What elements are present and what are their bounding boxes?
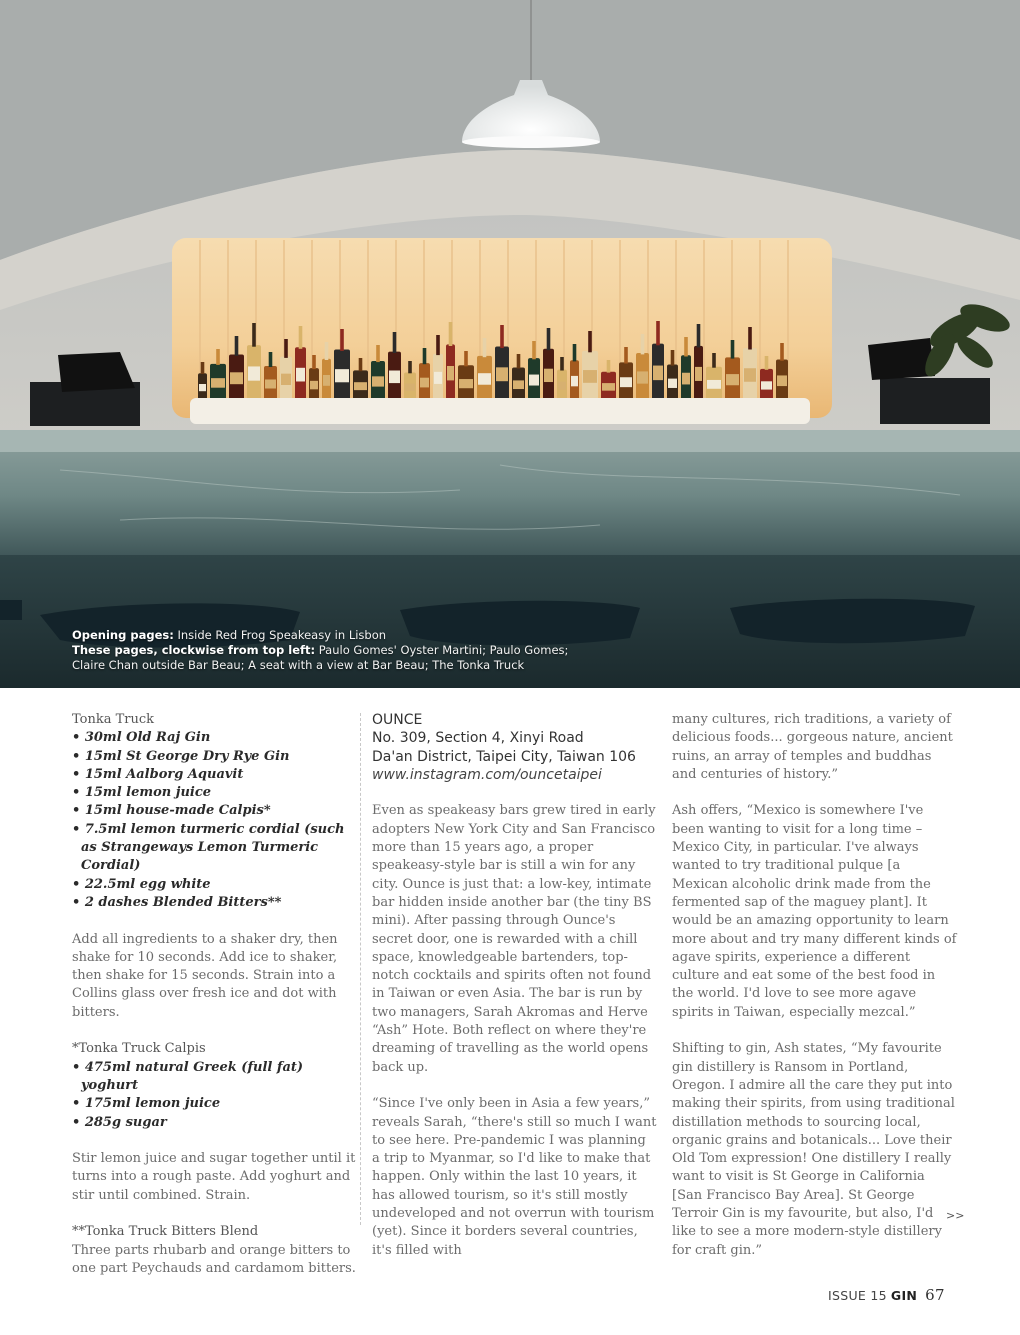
calpis-title: *Tonka Truck Calpis	[72, 1041, 206, 1057]
recipe-ingredient-list	[72, 729, 357, 912]
recipe-column	[72, 711, 357, 1278]
article-paragraph: Ash offers, “Mexico is somewhere I've been wanting to visit for a long time – Mexico City, in particular. I've always wanted to try traditional pulque [a Mexican alcoholic drink made from the fermented sap of the maguey plant]. It would be an amazing opportunity to learn more about and try many different kinds of agave spirits, experience a different culture and eat some of the best food in the world. I'd love to see more agave spirits in Taiwan, especially mezcal.”	[672, 803, 957, 1020]
recipe-method: Add all ingredients to a shaker dry, then shake for 10 seconds. Add ice to shaker, then shake for 15 seconds. Strain into a Collins glass over fresh ice and dot with bitters.	[72, 931, 338, 1020]
caption-label-these-pages: These pages, clockwise from top left:	[72, 643, 316, 657]
page-number: 67	[925, 1286, 945, 1304]
article-column-2	[372, 711, 657, 1260]
article-paragraph: “Since I've only been in Asia a few years,” reveals Sarah, “there's still so much I want to see here. Pre-pandemic I was planning a trip to Myanmar, so I'd like to make that happen. Only within the last 10 years, it has allowed tourism, so it's still mostly undeveloped and not overrun with tourism (yet). Since it borders several countries, it's filled with	[372, 1096, 657, 1258]
page-footer	[828, 1286, 945, 1304]
venue-name: OUNCE	[372, 712, 423, 728]
ingredient-item: • 2 dashes Blended Bitters**	[72, 894, 357, 912]
ingredient-item: • 22.5ml egg white	[72, 876, 357, 894]
bitters-text: Three parts rhubarb and orange bitters to one part Peychauds and cardamom bitters.	[72, 1242, 356, 1276]
column-divider	[360, 713, 361, 1225]
article-paragraph: many cultures, rich traditions, a variety of delicious foods... gorgeous nature, ancient ruins, an array of temples and buddhas and centuries of history.”	[672, 712, 953, 782]
venue-address-line1: No. 309, Section 4, Xinyi Road	[372, 730, 584, 747]
venue-info	[372, 711, 657, 784]
caption-text-opening: Inside Red Frog Speakeasy in Lisbon	[173, 628, 387, 642]
ingredient-item: • 285g sugar	[72, 1114, 357, 1132]
ingredient-item: • 15ml St George Dry Rye Gin	[72, 748, 357, 766]
caption-text-line3: Claire Chan outside Bar Beau; A seat with a view at Bar Beau; The Tonka Truck	[72, 658, 525, 672]
venue-url-link[interactable]: www.instagram.com/ouncetaipei	[372, 766, 602, 783]
ingredient-item: • 7.5ml lemon turmeric cordial (such as Strangeways Lemon Turmeric Cordial)	[72, 821, 357, 876]
issue-label: ISSUE 15	[828, 1288, 887, 1303]
ingredient-item: • 175ml lemon juice	[72, 1095, 357, 1113]
calpis-method: Stir lemon juice and sugar together until it turns into a rough paste. Add yoghurt and stir until combined. Strain.	[72, 1151, 356, 1203]
bitters-title: **Tonka Truck Bitters Blend	[72, 1224, 259, 1240]
article-paragraph: Shifting to gin, Ash states, “My favourite gin distillery is Ransom in Portland, Oregon. I admire all the care they put into making their spirits, from using traditional distillation methods to sourcing local, organic grains and botanicals... Love their Old Tom expression! One distillery I really want to visit is St George in California [San Francisco Bay Area]. St George Terroir Gin is my favourite, but also, I'd like to see a more modern-style distillery for craft gin.”	[672, 1041, 955, 1258]
venue-address-line2: Da'an District, Taipei City, Taiwan 106	[372, 748, 636, 765]
photo-caption	[72, 628, 592, 673]
magazine-name: GIN	[890, 1288, 918, 1303]
ingredient-item: • 30ml Old Raj Gin	[72, 729, 357, 747]
calpis-ingredient-list	[72, 1059, 357, 1132]
article-paragraph: Even as speakeasy bars grew tired in early adopters New York City and San Francisco more than 15 years ago, a proper speakeasy-style bar is still a win for any city. Ounce is just that: a low-key, intimate bar hidden inside another bar (the tiny BS mini). After passing through Ounce's secret door, one is rewarded with a chill space, knowledgeable bartenders, top-notch cocktails and spirits often not found in Taiwan or even Asia. The bar is run by two managers, Sarah Akromas and Herve “Ash” Hote. Both reflect on where they're dreaming of travelling as the world opens back up.	[372, 803, 656, 1075]
caption-text-these-pages: Paulo Gomes' Oyster Martini; Paulo Gomes;	[315, 643, 569, 657]
caption-label-opening: Opening pages:	[72, 628, 174, 642]
ingredient-item: • 475ml natural Greek (full fat) yoghurt	[72, 1059, 357, 1096]
continue-marker: >>	[946, 1209, 965, 1222]
ingredient-item: • 15ml house-made Calpis*	[72, 802, 357, 820]
article-column-3	[672, 711, 957, 1260]
ingredient-item: • 15ml lemon juice	[72, 784, 357, 802]
ingredient-item: • 15ml Aalborg Aquavit	[72, 766, 357, 784]
recipe-title: Tonka Truck	[72, 712, 155, 727]
